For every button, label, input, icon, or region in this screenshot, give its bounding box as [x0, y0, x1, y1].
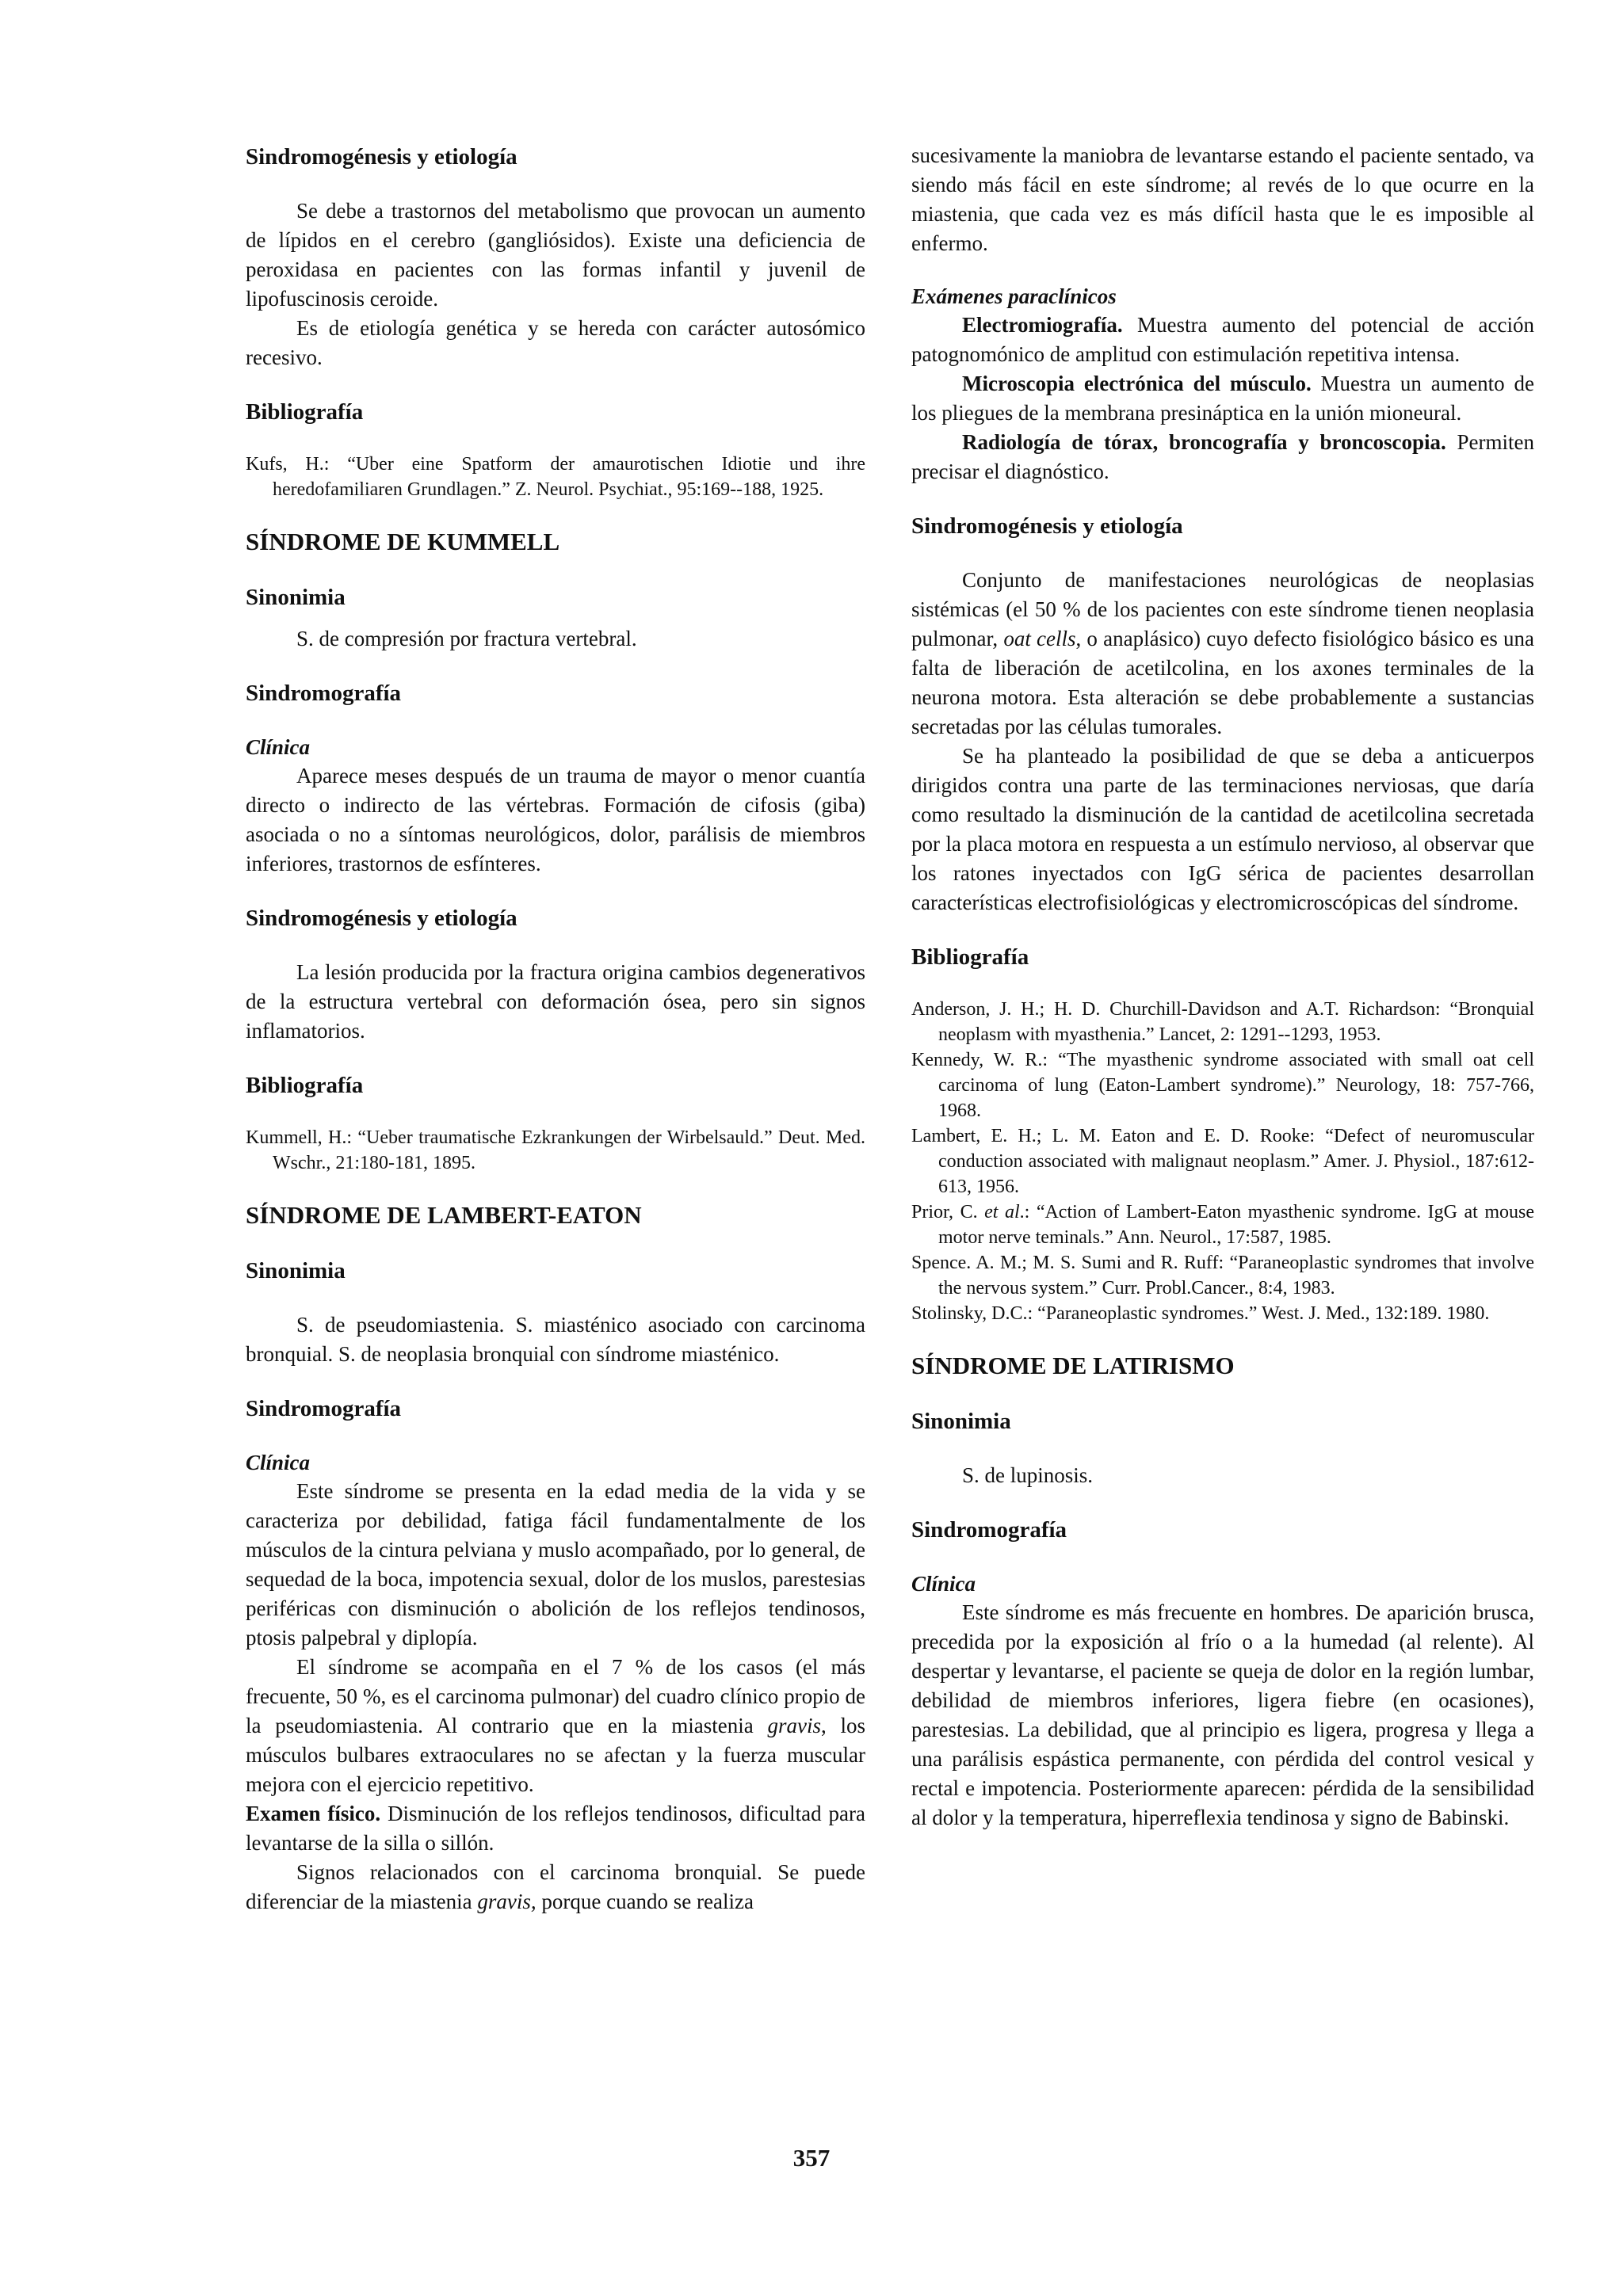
- italic-term: gravis: [767, 1714, 821, 1737]
- section-heading: Sinonimia: [246, 585, 346, 610]
- bibliography-list: [911, 997, 1534, 1326]
- text-run: Conjunto de manifestaciones neurológicas de neoplasias sistémicas (el 50 % de los pacientes con este síndrome tienen neoplasia pulmonar,: [911, 568, 1534, 650]
- bold-lead: Radiología de tórax, broncografía y broncoscopia.: [962, 430, 1446, 454]
- paragraph: Se debe a trastornos del metabolismo que provocan un aumento de lípidos en el cerebro (gangliósidos). Existe una deficiencia de peroxidasa en pacientes con las formas infantil y juvenil de lipofuscinosis ceroide.: [246, 199, 865, 311]
- section-heading: Bibliografía: [246, 399, 364, 425]
- bibliography-entry: Stolinsky, D.C.: “Paraneoplastic syndromes.” West. J. Med., 132:189. 1980.: [911, 1303, 1490, 1324]
- bold-lead: Electromiografía.: [962, 313, 1123, 337]
- paragraph: [246, 1653, 865, 1799]
- section-heading: Sinonimia: [246, 1258, 346, 1283]
- bold-lead: Microscopia electrónica del músculo.: [962, 372, 1312, 395]
- paragraph: [911, 566, 1534, 742]
- paragraph: Aparece meses después de un trauma de mayor o menor cuantía directo o indirecto de las vértebras. Formación de cifosis (giba) asociada o no a síntomas neurológicos, dolor, parálisis de miembros inferiores, trastornos de esfínteres.: [246, 764, 865, 875]
- subheading: Exámenes paraclínicos: [911, 284, 1117, 308]
- bibliography-entry: Kufs, H.: “Uber eine Spatform der amaurotischen Idiotie und ihre heredofamiliaren Grundlagen.” Z. Neurol. Psychiat., 95:169--188, 1925.: [246, 454, 865, 500]
- paragraph: S. de lupinosis.: [962, 1463, 1094, 1487]
- subheading: Clínica: [911, 1572, 976, 1596]
- section-heading: Sindromogénesis y etiología: [246, 906, 517, 931]
- section-heading: Sindromogénesis y etiología: [911, 513, 1183, 539]
- section-heading: Sindromogénesis y etiología: [246, 144, 517, 170]
- section-heading: Sindromografía: [246, 1396, 402, 1421]
- syndrome-title: SÍNDROME DE LATIRISMO: [911, 1352, 1235, 1379]
- bibliography-list: [246, 452, 865, 502]
- paragraph: sucesivamente la maniobra de levantarse estando el paciente sentado, va siendo más fácil en este síndrome; al revés de lo que ocurre en la miastenia, que cada vez es más difícil hasta que le es imposible al enfermo.: [911, 143, 1534, 255]
- paragraph: [246, 1858, 865, 1917]
- bibliography-entry: Anderson, J. H.; H. D. Churchill-Davidson and A.T. Richardson: “Bronquial neoplasm with myasthenia.” Lancet, 2: 1291--1293, 1953.: [911, 999, 1534, 1045]
- text-run: El síndrome se acompaña en el 7 % de los casos (el más frecuente, 50 %, es el carcinoma pulmonar) del cuadro clínico propio de la pseudomiastenia. Al contrario que en la miastenia: [246, 1655, 865, 1737]
- page-number: 357: [792, 2144, 831, 2172]
- text-run: .: “Action of Lambert-Eaton myasthenic syndrome. IgG at mouse motor nerve teminals.” Ann. Neurol., 17:587, 1985.: [938, 1202, 1534, 1248]
- paragraph: Se ha planteado la posibilidad de que se deba a anticuerpos dirigidos contra una parte de las terminaciones nerviosas, que daría como resultado la disminución de la cantidad de acetilcolina secretada por la placa motora en respuesta a un estímulo nervioso, al observar que los ratones inyectados con IgG sérica de pacientes desarrollan características electrofisiológicas y electromicroscópicas del síndrome.: [911, 744, 1534, 914]
- bibliography-list: [246, 1125, 865, 1176]
- section-heading: Bibliografía: [246, 1073, 364, 1098]
- bibliography-entry: Kummell, H.: “Ueber traumatische Ezkrankungen der Wirbelsauld.” Deut. Med. Wschr., 21:180-181, 1895.: [246, 1127, 865, 1173]
- paragraph: [911, 311, 1534, 369]
- paragraph: [246, 1799, 865, 1858]
- bold-lead: Examen físico.: [246, 1802, 381, 1825]
- bibliography-entry: [911, 1199, 1534, 1250]
- paragraph: Este síndrome es más frecuente en hombres. De aparición brusca, precedida por la exposición al frío o a la humedad (al relente). Al despertar y levantarse, el paciente se queja de dolor en la región lumbar, debilidad de miembros inferiores, ligera fiebre (en ocasiones), parestesias. La debilidad, que al principio es ligera, progresa y llega a una parálisis espástica permanente, con pérdida del control vesical y rectal e impotencia. Posteriormente aparecen: pérdida de la sensibilidad al dolor y la temperatura, hiperreflexia tendinosa y signo de Babinski.: [911, 1600, 1534, 1829]
- subheading: Clínica: [246, 1451, 311, 1474]
- paragraph: Este síndrome se presenta en la edad media de la vida y se caracteriza por debilidad, fatiga fácil fundamentalmente de los músculos de la cintura pelviana y muslo acompañado, por lo general, de sequedad de la boca, impotencia sexual, dolor de los muslos, parestesias periféricas con disminución o abolición de los reflejos tendinosos, ptosis palpebral y diplopía.: [246, 1479, 865, 1650]
- italic-term: gravis,: [477, 1890, 537, 1913]
- text-run: Disminución de los reflejos tendinosos, dificultad para levantarse de la silla o sillón.: [246, 1802, 865, 1855]
- text-run: Muestra aumento del potencial de acción patognomónico de amplitud con estimulación repetitiva intensa.: [911, 313, 1534, 366]
- bibliography-entry: Spence. A. M.; M. S. Sumi and R. Ruff: “Paraneoplastic syndromes that involve the nervous system.” Curr. Probl.Cancer., 8:4, 1983.: [911, 1253, 1534, 1299]
- paragraph: S. de pseudomiastenia. S. miasténico asociado con carcinoma bronquial. S. de neoplasia bronquial con síndrome miasténico.: [246, 1313, 865, 1366]
- text-run: porque cuando se realiza: [536, 1890, 754, 1913]
- paragraph: Es de etiología genética y se hereda con carácter autosómico recesivo.: [246, 316, 865, 369]
- bibliography-entry: Kennedy, W. R.: “The myasthenic syndrome associated with small oat cell carcinoma of lung (Eaton-Lambert syndrome).” Neurology, 18: 757-766, 1968.: [911, 1050, 1534, 1121]
- right-column: [911, 141, 1534, 1833]
- paragraph: [911, 428, 1534, 486]
- paragraph: [911, 369, 1534, 428]
- bibliography-entry: Lambert, E. H.; L. M. Eaton and E. D. Rooke: “Defect of neuromuscular conduction associated with malignaut neoplasm.” Amer. J. Physiol., 187:612-613, 1956.: [911, 1126, 1534, 1197]
- paragraph: La lesión producida por la fractura origina cambios degenerativos de la estructura vertebral con deformación ósea, pero sin signos inflamatorios.: [246, 960, 865, 1043]
- text-run: Signos relacionados con el carcinoma bronquial. Se puede diferenciar de la miastenia: [246, 1860, 865, 1913]
- text-run: Permiten precisar el diagnóstico.: [911, 430, 1534, 483]
- section-heading: Sindromografía: [911, 1517, 1067, 1543]
- subheading: Clínica: [246, 735, 311, 759]
- section-heading: Sindromografía: [246, 681, 402, 706]
- left-column: [246, 141, 865, 1917]
- section-heading: Sinonimia: [911, 1409, 1011, 1434]
- italic-term: et al: [984, 1202, 1020, 1222]
- text-run: , o anaplásico) cuyo defecto fisiológico básico es una falta de liberación de acetilcolina, en los axones terminales de la neurona motora. Esta alteración se debe probablemente a sustancias secretadas por las células tumorales.: [911, 627, 1534, 738]
- syndrome-title: SÍNDROME DE LAMBERT-EATON: [246, 1201, 642, 1229]
- text-run: Prior, C.: [911, 1202, 985, 1222]
- syndrome-title: SÍNDROME DE KUMMELL: [246, 528, 560, 555]
- text-run: , los músculos bulbares extraoculares no se afectan y la fuerza muscular mejora con el ejercicio repetitivo.: [246, 1714, 865, 1796]
- paragraph: S. de compresión por fractura vertebral.: [296, 627, 637, 650]
- italic-term: oat cells: [1003, 627, 1076, 650]
- section-heading: Bibliografía: [911, 944, 1029, 970]
- text-run: Muestra un aumento de los pliegues de la membrana presináptica en la unión mioneural.: [911, 372, 1534, 425]
